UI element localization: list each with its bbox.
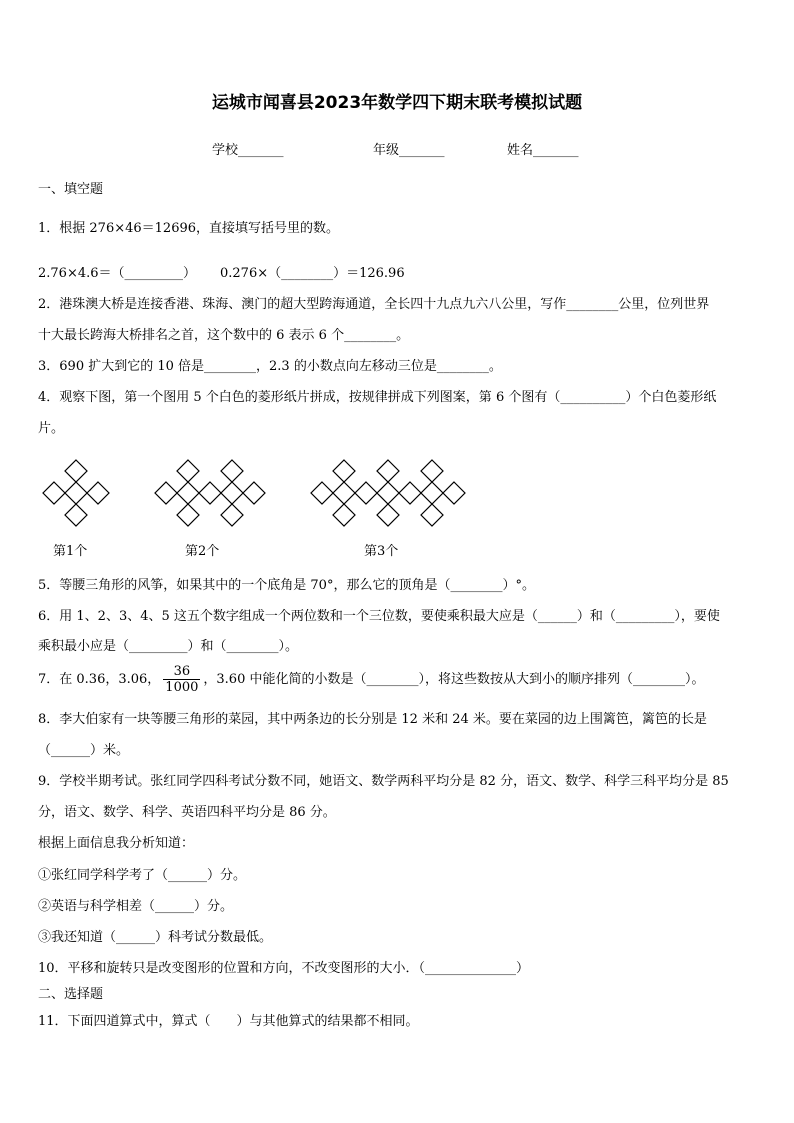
rhombus [421,482,443,504]
section-fill-heading: 一、填空题 [38,182,104,197]
rhombus [243,482,265,504]
q7-text [38,664,704,695]
q8-line1: 8．李大伯家有一块等腰三角形的菜园，其中两条边的长分别是 12 米和 24 米。要在菜园的边上围篱笆，篱笆的长是 [38,712,707,727]
name-field[interactable]: 姓名_______ [507,143,579,158]
rhombus [399,482,421,504]
q1-part-b: 0.276×（________）＝126.96 [220,266,405,281]
rhombus [221,482,243,504]
rhombus [443,482,465,504]
rhombus [199,482,221,504]
rhombus [377,504,399,526]
school-field[interactable]: 学校_______ [212,143,284,158]
page-title: 运城市闻喜县2023年数学四下期末联考模拟试题 [211,93,583,113]
q7-fraction-numerator: 36 [163,664,200,680]
q9-sub3: ③我还知道（______）科考试分数最低。 [38,930,273,945]
rhombus [221,504,243,526]
q7-pre: 7．在 0.36，3.06， [38,671,161,687]
rhombus [421,504,443,526]
q5-text: 5．等腰三角形的风筝，如果其中的一个底角是 70°，那么它的顶角是（________）°。 [38,578,535,593]
rhombus [177,482,199,504]
q8-line2: （______）米。 [38,743,130,758]
q1-part-a: 2.76×4.6＝（_________） [38,266,197,281]
rhombus [333,504,355,526]
rhombus [421,460,443,482]
figure-label-1: 第1个 [53,544,88,559]
q1-text: 1．根据 276×46＝12696，直接填写括号里的数。 [38,221,340,236]
q3-text: 3．690 扩大到它的 10 倍是________，2.3 的小数点向左移动三位是________。 [38,359,502,374]
rhombus [333,482,355,504]
rhombus [177,460,199,482]
rhombus [43,482,65,504]
rhombus [333,460,355,482]
rhombus [377,482,399,504]
rhombus [65,460,87,482]
rhombus [65,482,87,504]
q6-line1: 6．用 1、2、3、4、5 这五个数字组成一个两位数和一个三位数，要使乘积最大应是（______）和（_________），要使 [38,609,720,624]
q6-line2: 乘积最小应是（_________）和（________）。 [38,639,299,654]
rhombus [155,482,177,504]
q7-fraction [163,664,200,695]
rhombus [355,482,377,504]
q11-text: 11．下面四道算式中，算式（ ）与其他算式的结果都不相同。 [38,1014,419,1029]
rhombus-pattern-figure [36,455,476,535]
figure-label-3: 第3个 [364,544,399,559]
q10-text: 10．平移和旋转只是改变图形的位置和方向，不改变图形的大小．（______________） [38,961,530,976]
rhombus [377,460,399,482]
q7-fraction-denominator: 1000 [165,680,199,695]
rhombus [65,504,87,526]
q4-line1: 4．观察下图，第一个图用 5 个白色的菱形纸片拼成，按规律拼成下列图案，第 6 个图有（__________）个白色菱形纸 [38,390,717,405]
q2-line1: 2．港珠澳大桥是连接香港、珠海、澳门的超大型跨海通道，全长四十九点九六八公里，写作________公里，位列世界 [38,297,710,312]
rhombus [311,482,333,504]
q2-line2: 十大最长跨海大桥排名之首，这个数中的 6 表示 6 个________。 [38,328,410,343]
figure-label-2: 第2个 [185,544,220,559]
q9-line3: 根据上面信息我分析知道： [38,836,195,851]
rhombus [177,504,199,526]
q7-post: ，3.60 中能化简的小数是（________），将这些数按从大到小的顺序排列（________）。 [203,671,705,687]
q9-line2: 分，语文、数学、科学、英语四科平均分是 86 分。 [38,805,336,820]
q9-line1: 9．学校半期考试。张红同学四科考试分数不同，她语文、数学两科平均分是 82 分，语文、数学、科学三科平均分是 85 [38,774,729,789]
rhombus [221,460,243,482]
grade-field[interactable]: 年级_______ [373,143,445,158]
q9-sub2: ②英语与科学相差（______）分。 [38,899,234,914]
rhombus [87,482,109,504]
section-choice-heading: 二、选择题 [38,987,104,1002]
q4-line2: 片。 [38,421,65,436]
q9-sub1: ①张红同学科学考了（______）分。 [38,868,247,883]
